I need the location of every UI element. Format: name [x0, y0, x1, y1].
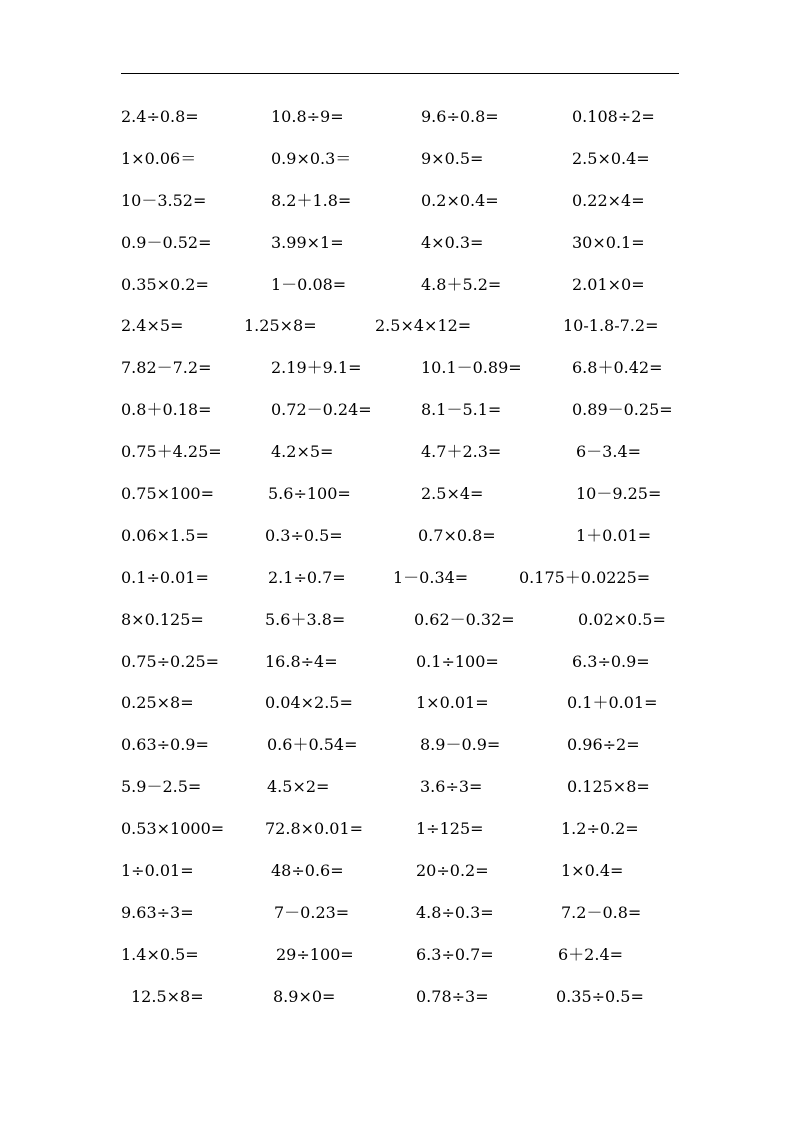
arithmetic-problem: 10.1－0.89=: [421, 358, 522, 378]
arithmetic-problem: 0.62－0.32=: [414, 609, 515, 629]
problem-row: [0, 942, 800, 984]
problem-row: [0, 649, 800, 691]
arithmetic-problem: 20÷0.2=: [416, 861, 489, 881]
problem-row: [0, 355, 800, 397]
arithmetic-problem: 1.2÷0.2=: [561, 819, 639, 839]
problem-row: [0, 397, 800, 439]
problem-row: [0, 523, 800, 565]
arithmetic-problem: 1÷0.01=: [121, 861, 194, 881]
arithmetic-problem: 0.75×100=: [121, 484, 214, 504]
arithmetic-problem: 0.8＋0.18=: [121, 400, 212, 420]
arithmetic-problem: 0.125×8=: [567, 777, 650, 797]
arithmetic-problem: 7－0.23=: [274, 902, 350, 922]
arithmetic-problem: 9.6÷0.8=: [421, 107, 499, 126]
problem-row: [0, 732, 800, 774]
arithmetic-problem: 9.63÷3=: [121, 902, 194, 922]
arithmetic-problem: 2.4×5=: [121, 316, 184, 336]
arithmetic-problem: 5.6÷100=: [268, 484, 351, 504]
arithmetic-problem: 1×0.01=: [416, 693, 489, 713]
problem-row: [0, 816, 800, 858]
arithmetic-problem: 8.2＋1.8=: [271, 190, 352, 210]
arithmetic-problem: 6.8＋0.42=: [572, 358, 663, 378]
problem-row: [0, 272, 800, 314]
problem-row: [0, 690, 800, 732]
arithmetic-problem: 10－3.52=: [121, 190, 207, 210]
arithmetic-problem: 0.53×1000=: [121, 819, 225, 839]
arithmetic-problem: 9×0.5=: [421, 148, 484, 168]
arithmetic-problem: 0.96÷2=: [567, 735, 640, 755]
problem-row: [0, 313, 800, 355]
arithmetic-problem: 0.63÷0.9=: [121, 735, 209, 755]
arithmetic-problem: 0.2×0.4=: [421, 190, 499, 210]
arithmetic-problem: 0.72－0.24=: [271, 400, 372, 420]
arithmetic-problem: 1.25×8=: [244, 316, 317, 336]
arithmetic-problem: 0.3÷0.5=: [265, 525, 343, 545]
problem-row: [0, 984, 800, 1026]
problem-row: [0, 146, 800, 188]
arithmetic-problem: 1.4×0.5=: [121, 944, 199, 964]
arithmetic-problem: 1＋0.01=: [576, 525, 652, 545]
arithmetic-problem: 4×0.3=: [421, 232, 484, 252]
arithmetic-problem: 0.35×0.2=: [121, 274, 209, 294]
arithmetic-problem: 0.75＋4.25=: [121, 442, 222, 462]
arithmetic-problem: 0.04×2.5=: [265, 693, 353, 713]
arithmetic-problem: 6＋2.4=: [558, 944, 624, 964]
arithmetic-problem: 1－0.34=: [393, 567, 469, 587]
arithmetic-problem: 7.82－7.2=: [121, 358, 212, 378]
arithmetic-problem: 0.75÷0.25=: [121, 651, 220, 671]
arithmetic-problem: 1－0.08=: [271, 274, 347, 294]
arithmetic-problem: 29÷100=: [276, 944, 354, 964]
arithmetic-problem: 2.01×0=: [572, 274, 645, 294]
arithmetic-problem: 1×0.4=: [561, 861, 624, 881]
arithmetic-problem: 2.5×4=: [421, 484, 484, 504]
arithmetic-problem: 0.78÷3=: [416, 986, 489, 1006]
arithmetic-problem: 5.9－2.5=: [121, 777, 202, 797]
arithmetic-problem: 2.1÷0.7=: [268, 567, 346, 587]
arithmetic-problem: 0.25×8=: [121, 693, 194, 713]
arithmetic-problem: 12.5×8=: [131, 986, 204, 1006]
problem-row: [0, 607, 800, 649]
arithmetic-problem: 8.1－5.1=: [421, 400, 502, 420]
arithmetic-problem: 8.9－0.9=: [420, 735, 501, 755]
arithmetic-problem: 0.22×4=: [572, 190, 645, 210]
arithmetic-problem: 0.9－0.52=: [121, 232, 212, 252]
arithmetic-problem: 3.99×1=: [271, 232, 344, 252]
problem-row: [0, 481, 800, 523]
arithmetic-problem: 0.1÷100=: [416, 651, 499, 671]
arithmetic-problem: 2.19＋9.1=: [271, 358, 362, 378]
arithmetic-problem: 1÷125=: [416, 819, 484, 839]
problem-row: [0, 439, 800, 481]
problem-row: [0, 188, 800, 230]
arithmetic-problem: 0.9×0.3＝: [271, 148, 352, 168]
arithmetic-problem: 0.108÷2=: [572, 107, 655, 126]
arithmetic-problem: 8.9×0=: [273, 986, 336, 1006]
arithmetic-problem: 0.35÷0.5=: [556, 986, 644, 1006]
arithmetic-problem: 4.8＋5.2=: [421, 274, 502, 294]
arithmetic-problem: 10.8÷9=: [271, 107, 344, 126]
arithmetic-problem: 8×0.125=: [121, 609, 204, 629]
arithmetic-problem: 48÷0.6=: [271, 861, 344, 881]
arithmetic-problem: 0.175＋0.0225=: [519, 567, 651, 587]
arithmetic-problem: 6.3÷0.7=: [416, 944, 494, 964]
arithmetic-problem: 5.6＋3.8=: [265, 609, 346, 629]
arithmetic-problem: 30×0.1=: [572, 232, 645, 252]
arithmetic-problem: 2.5×4×12=: [375, 316, 472, 336]
arithmetic-problem: 3.6÷3=: [420, 777, 483, 797]
problem-row: [0, 858, 800, 900]
problem-row: [0, 774, 800, 816]
arithmetic-problem: 10－9.25=: [576, 484, 662, 504]
arithmetic-problem: 2.4÷0.8=: [121, 107, 199, 126]
problem-row: [0, 565, 800, 607]
arithmetic-problem: 4.5×2=: [267, 777, 330, 797]
arithmetic-problem: 4.8÷0.3=: [416, 902, 494, 922]
arithmetic-problem: 4.7＋2.3=: [421, 442, 502, 462]
arithmetic-problem: 2.5×0.4=: [572, 148, 650, 168]
problem-row: [0, 104, 800, 146]
problem-row: [0, 230, 800, 272]
arithmetic-problem: 0.06×1.5=: [121, 525, 209, 545]
arithmetic-problem: 72.8×0.01=: [265, 819, 364, 839]
arithmetic-problem: 0.6＋0.54=: [267, 735, 358, 755]
arithmetic-problem: 4.2×5=: [271, 442, 334, 462]
arithmetic-problem: 0.1÷0.01=: [121, 567, 209, 587]
arithmetic-problem: 0.1＋0.01=: [567, 693, 658, 713]
problem-row: [0, 900, 800, 942]
arithmetic-problem: 6－3.4=: [576, 442, 642, 462]
arithmetic-problem: 16.8÷4=: [265, 651, 338, 671]
arithmetic-problem: 10-1.8-7.2=: [563, 316, 659, 336]
arithmetic-problem: 7.2－0.8=: [561, 902, 642, 922]
arithmetic-problem: 1×0.06＝: [121, 148, 197, 168]
arithmetic-problem: 0.7×0.8=: [418, 525, 496, 545]
header-rule: [121, 73, 679, 74]
arithmetic-problem: 6.3÷0.9=: [572, 651, 650, 671]
arithmetic-problem: 0.02×0.5=: [578, 609, 666, 629]
arithmetic-problem: 0.89－0.25=: [572, 400, 673, 420]
problem-grid: [0, 104, 800, 1026]
